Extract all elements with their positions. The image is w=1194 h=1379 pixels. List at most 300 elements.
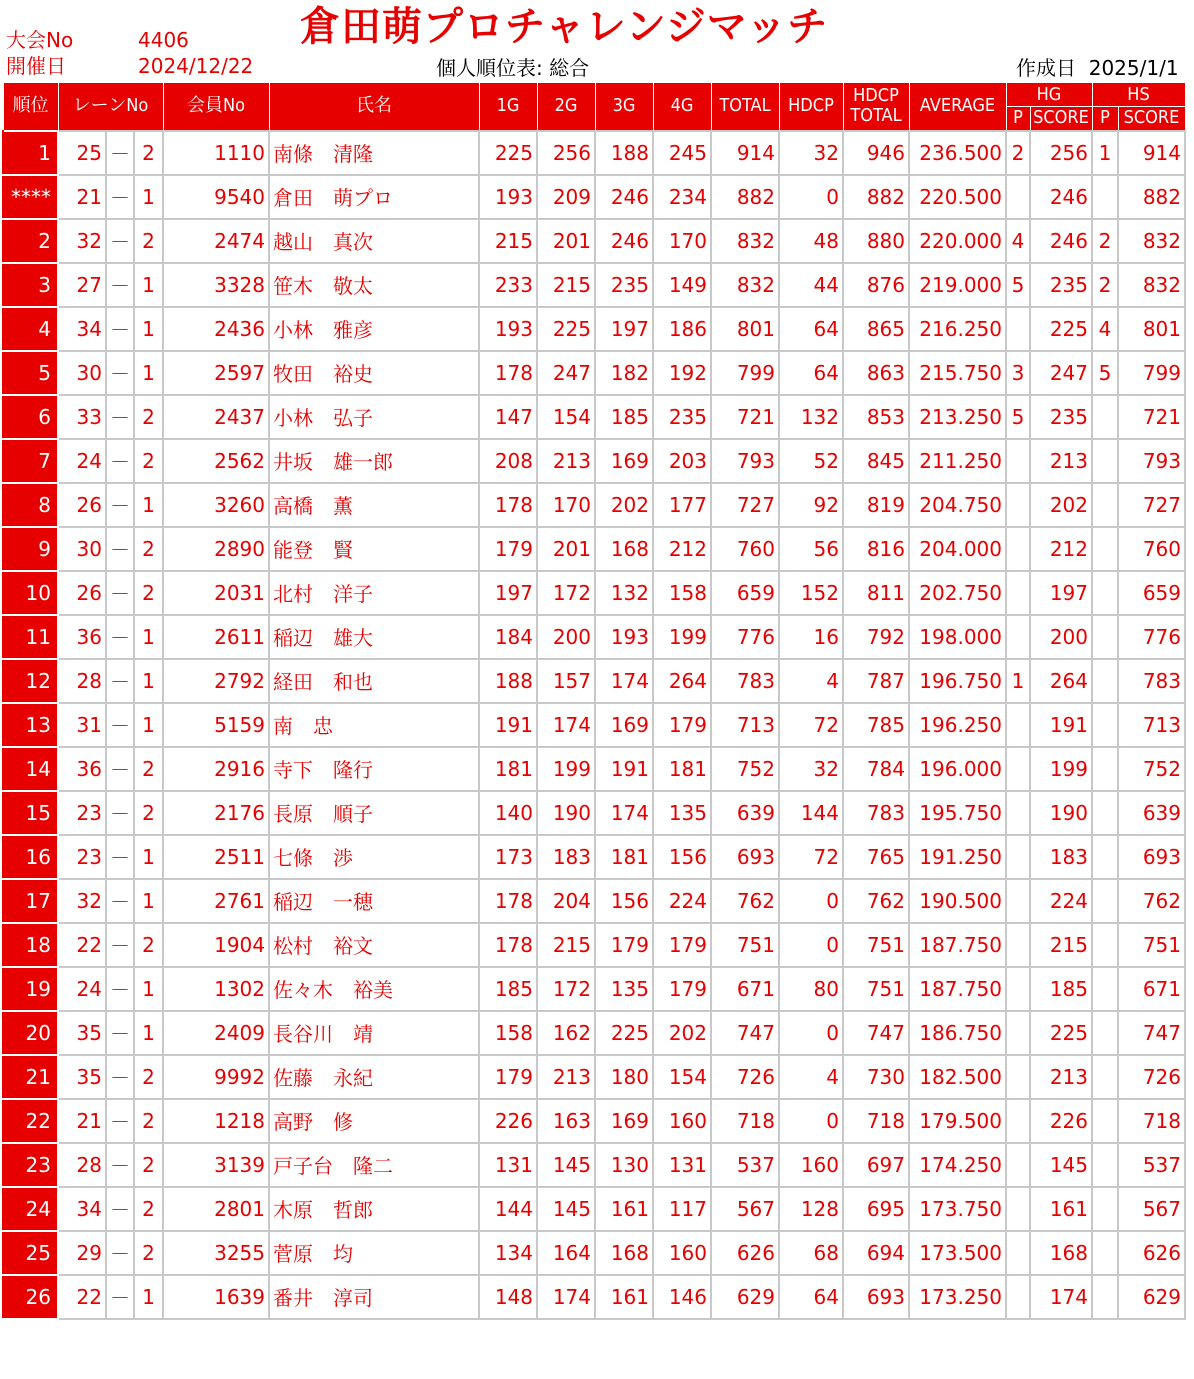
- average-cell: 190.500: [909, 879, 1006, 923]
- hg-place-cell: 1: [1006, 659, 1030, 703]
- game1-cell: 147: [479, 395, 537, 439]
- game2-cell: 204: [537, 879, 595, 923]
- lane-separator: －: [106, 131, 134, 175]
- hg-score-cell: 191: [1030, 703, 1092, 747]
- total-cell: 762: [711, 879, 779, 923]
- game3-cell: 246: [595, 175, 653, 219]
- lane-separator: －: [106, 791, 134, 835]
- col-hdcp: HDCP: [779, 83, 843, 131]
- total-cell: 671: [711, 967, 779, 1011]
- hs-place-cell: [1092, 615, 1118, 659]
- seat-cell: 1: [134, 351, 163, 395]
- hg-score-cell: 235: [1030, 263, 1092, 307]
- name-cell: 稲辺 雄大: [269, 615, 479, 659]
- average-cell: 196.250: [909, 703, 1006, 747]
- hg-score-cell: 145: [1030, 1143, 1092, 1187]
- hs-score-cell: 629: [1118, 1275, 1185, 1319]
- hdcp-total-cell: 784: [843, 747, 909, 791]
- hs-place-cell: 1: [1092, 131, 1118, 175]
- hdcp-total-cell: 783: [843, 791, 909, 835]
- rank-cell: 2: [3, 219, 58, 263]
- average-cell: 174.250: [909, 1143, 1006, 1187]
- table-row: [3, 1055, 1185, 1099]
- hg-score-cell: 256: [1030, 131, 1092, 175]
- table-row: [3, 1011, 1185, 1055]
- game2-cell: 209: [537, 175, 595, 219]
- game4-cell: 202: [653, 1011, 711, 1055]
- hdcp-total-cell: 880: [843, 219, 909, 263]
- col-hg-score: SCORE: [1030, 107, 1092, 131]
- rank-cell: 23: [3, 1143, 58, 1187]
- hs-place-cell: [1092, 527, 1118, 571]
- game2-cell: 172: [537, 967, 595, 1011]
- name-cell: 越山 真次: [269, 219, 479, 263]
- game1-cell: 184: [479, 615, 537, 659]
- lane-cell: 26: [58, 483, 106, 527]
- game1-cell: 215: [479, 219, 537, 263]
- hg-score-cell: 202: [1030, 483, 1092, 527]
- total-cell: 626: [711, 1231, 779, 1275]
- game4-cell: 179: [653, 967, 711, 1011]
- game4-cell: 179: [653, 703, 711, 747]
- rank-cell: 15: [3, 791, 58, 835]
- member-no-cell: 2436: [163, 307, 269, 351]
- member-no-cell: 9540: [163, 175, 269, 219]
- name-cell: 佐々木 裕美: [269, 967, 479, 1011]
- hdcp-total-cell: 882: [843, 175, 909, 219]
- hg-place-cell: [1006, 835, 1030, 879]
- hdcp-total-cell: 946: [843, 131, 909, 175]
- col-total: TOTAL: [711, 83, 779, 131]
- hg-place-cell: [1006, 1055, 1030, 1099]
- lane-cell: 28: [58, 1143, 106, 1187]
- game1-cell: 193: [479, 307, 537, 351]
- hg-place-cell: 4: [1006, 219, 1030, 263]
- hg-score-cell: 185: [1030, 967, 1092, 1011]
- average-cell: 213.250: [909, 395, 1006, 439]
- seat-cell: 1: [134, 263, 163, 307]
- report-header: [0, 0, 1194, 82]
- lane-cell: 32: [58, 879, 106, 923]
- hdcp-cell: 48: [779, 219, 843, 263]
- game2-cell: 201: [537, 527, 595, 571]
- report-subtitle: 個人順位表: 総合: [436, 56, 590, 80]
- lane-separator: －: [106, 307, 134, 351]
- table-row: [3, 615, 1185, 659]
- hs-score-cell: 752: [1118, 747, 1185, 791]
- name-cell: 南條 清隆: [269, 131, 479, 175]
- table-row: [3, 439, 1185, 483]
- seat-cell: 2: [134, 1231, 163, 1275]
- rank-cell: 25: [3, 1231, 58, 1275]
- member-no-cell: 1302: [163, 967, 269, 1011]
- table-row: [3, 967, 1185, 1011]
- seat-cell: 1: [134, 879, 163, 923]
- hdcp-cell: 52: [779, 439, 843, 483]
- game4-cell: 117: [653, 1187, 711, 1231]
- seat-cell: 2: [134, 923, 163, 967]
- table-row: [3, 571, 1185, 615]
- total-cell: 721: [711, 395, 779, 439]
- game4-cell: 179: [653, 923, 711, 967]
- name-cell: 能登 賢: [269, 527, 479, 571]
- hdcp-cell: 160: [779, 1143, 843, 1187]
- hdcp-total-cell: 792: [843, 615, 909, 659]
- seat-cell: 1: [134, 483, 163, 527]
- seat-cell: 2: [134, 571, 163, 615]
- table-row: [3, 351, 1185, 395]
- game3-cell: 174: [595, 659, 653, 703]
- hg-score-cell: 161: [1030, 1187, 1092, 1231]
- game4-cell: 158: [653, 571, 711, 615]
- member-no-cell: 2474: [163, 219, 269, 263]
- hs-score-cell: 693: [1118, 835, 1185, 879]
- seat-cell: 1: [134, 659, 163, 703]
- average-cell: 202.750: [909, 571, 1006, 615]
- hs-score-cell: 537: [1118, 1143, 1185, 1187]
- game4-cell: 245: [653, 131, 711, 175]
- hdcp-total-cell: 762: [843, 879, 909, 923]
- name-cell: 高野 修: [269, 1099, 479, 1143]
- hdcp-cell: 0: [779, 1099, 843, 1143]
- col-hdcp-total-line1: HDCP: [853, 85, 899, 107]
- created-date: [1016, 56, 1179, 80]
- average-cell: 182.500: [909, 1055, 1006, 1099]
- average-cell: 204.000: [909, 527, 1006, 571]
- game1-cell: 144: [479, 1187, 537, 1231]
- lane-cell: 28: [58, 659, 106, 703]
- hs-place-cell: [1092, 659, 1118, 703]
- member-no-cell: 2792: [163, 659, 269, 703]
- total-cell: 783: [711, 659, 779, 703]
- game1-cell: 181: [479, 747, 537, 791]
- game1-cell: 178: [479, 879, 537, 923]
- rank-cell: 1: [3, 131, 58, 175]
- hg-score-cell: 212: [1030, 527, 1092, 571]
- member-no-cell: 9992: [163, 1055, 269, 1099]
- lane-separator: －: [106, 1099, 134, 1143]
- hs-score-cell: 762: [1118, 879, 1185, 923]
- lane-cell: 30: [58, 351, 106, 395]
- hs-place-cell: 5: [1092, 351, 1118, 395]
- rank-cell: 18: [3, 923, 58, 967]
- game3-cell: 191: [595, 747, 653, 791]
- lane-separator: －: [106, 395, 134, 439]
- hs-place-cell: [1092, 703, 1118, 747]
- col-hdcp-total-line2: TOTAL: [850, 105, 902, 127]
- seat-cell: 2: [134, 747, 163, 791]
- average-cell: 211.250: [909, 439, 1006, 483]
- ranking-table: [2, 82, 1186, 1320]
- name-cell: 稲辺 一穂: [269, 879, 479, 923]
- game2-cell: 163: [537, 1099, 595, 1143]
- game1-cell: 208: [479, 439, 537, 483]
- member-no-cell: 2409: [163, 1011, 269, 1055]
- date-label: 開催日: [6, 54, 66, 78]
- rank-cell: ****: [3, 175, 58, 219]
- hs-score-cell: 626: [1118, 1231, 1185, 1275]
- name-cell: 経田 和也: [269, 659, 479, 703]
- hdcp-total-cell: 747: [843, 1011, 909, 1055]
- name-cell: 小林 雅彦: [269, 307, 479, 351]
- game4-cell: 224: [653, 879, 711, 923]
- hs-place-cell: [1092, 1275, 1118, 1319]
- hs-score-cell: 639: [1118, 791, 1185, 835]
- game4-cell: 177: [653, 483, 711, 527]
- hdcp-total-cell: 751: [843, 967, 909, 1011]
- created-label: 作成日: [1016, 56, 1076, 80]
- name-cell: 笹木 敬太: [269, 263, 479, 307]
- col-rank: 順位: [3, 83, 58, 131]
- total-cell: 832: [711, 219, 779, 263]
- game2-cell: 174: [537, 1275, 595, 1319]
- seat-cell: 2: [134, 219, 163, 263]
- hdcp-cell: 152: [779, 571, 843, 615]
- hdcp-cell: 72: [779, 703, 843, 747]
- hdcp-total-cell: 697: [843, 1143, 909, 1187]
- lane-cell: 35: [58, 1011, 106, 1055]
- hs-place-cell: 2: [1092, 219, 1118, 263]
- hdcp-total-cell: 730: [843, 1055, 909, 1099]
- hdcp-cell: 92: [779, 483, 843, 527]
- total-cell: 751: [711, 923, 779, 967]
- average-cell: 220.000: [909, 219, 1006, 263]
- table-row: [3, 879, 1185, 923]
- hdcp-cell: 0: [779, 923, 843, 967]
- game4-cell: 149: [653, 263, 711, 307]
- average-cell: 173.500: [909, 1231, 1006, 1275]
- lane-separator: －: [106, 747, 134, 791]
- name-cell: 小林 弘子: [269, 395, 479, 439]
- game1-cell: 178: [479, 923, 537, 967]
- seat-cell: 2: [134, 1099, 163, 1143]
- game4-cell: 234: [653, 175, 711, 219]
- game3-cell: 182: [595, 351, 653, 395]
- total-cell: 760: [711, 527, 779, 571]
- hg-place-cell: 5: [1006, 395, 1030, 439]
- rank-cell: 9: [3, 527, 58, 571]
- rank-cell: 3: [3, 263, 58, 307]
- hs-place-cell: [1092, 747, 1118, 791]
- hdcp-cell: 144: [779, 791, 843, 835]
- seat-cell: 2: [134, 1055, 163, 1099]
- member-no-cell: 2916: [163, 747, 269, 791]
- game1-cell: 185: [479, 967, 537, 1011]
- game1-cell: 191: [479, 703, 537, 747]
- game3-cell: 181: [595, 835, 653, 879]
- hg-place-cell: [1006, 1011, 1030, 1055]
- hdcp-total-cell: 785: [843, 703, 909, 747]
- hs-score-cell: 567: [1118, 1187, 1185, 1231]
- game3-cell: 225: [595, 1011, 653, 1055]
- hs-place-cell: [1092, 571, 1118, 615]
- average-cell: 204.750: [909, 483, 1006, 527]
- name-cell: 寺下 隆行: [269, 747, 479, 791]
- lane-separator: －: [106, 351, 134, 395]
- game2-cell: 190: [537, 791, 595, 835]
- hdcp-total-cell: 876: [843, 263, 909, 307]
- member-no-cell: 2176: [163, 791, 269, 835]
- game3-cell: 246: [595, 219, 653, 263]
- lane-cell: 34: [58, 307, 106, 351]
- lane-cell: 33: [58, 395, 106, 439]
- hdcp-cell: 4: [779, 1055, 843, 1099]
- total-cell: 799: [711, 351, 779, 395]
- total-cell: 659: [711, 571, 779, 615]
- game4-cell: 156: [653, 835, 711, 879]
- game2-cell: 215: [537, 263, 595, 307]
- rank-cell: 13: [3, 703, 58, 747]
- seat-cell: 2: [134, 1143, 163, 1187]
- col-lane: レーンNo: [58, 83, 163, 131]
- average-cell: 216.250: [909, 307, 1006, 351]
- hg-score-cell: 246: [1030, 175, 1092, 219]
- game1-cell: 178: [479, 483, 537, 527]
- hs-score-cell: 882: [1118, 175, 1185, 219]
- hdcp-cell: 16: [779, 615, 843, 659]
- lane-separator: －: [106, 175, 134, 219]
- game1-cell: 188: [479, 659, 537, 703]
- hg-score-cell: 225: [1030, 1011, 1092, 1055]
- lane-cell: 36: [58, 747, 106, 791]
- hs-place-cell: [1092, 395, 1118, 439]
- game4-cell: 160: [653, 1231, 711, 1275]
- seat-cell: 1: [134, 615, 163, 659]
- table-row: [3, 219, 1185, 263]
- hg-place-cell: [1006, 1099, 1030, 1143]
- total-cell: 776: [711, 615, 779, 659]
- lane-cell: 23: [58, 835, 106, 879]
- game2-cell: 145: [537, 1143, 595, 1187]
- lane-separator: －: [106, 219, 134, 263]
- rank-cell: 22: [3, 1099, 58, 1143]
- hg-place-cell: [1006, 747, 1030, 791]
- hg-score-cell: 183: [1030, 835, 1092, 879]
- col-2g: 2G: [537, 83, 595, 131]
- game4-cell: 160: [653, 1099, 711, 1143]
- hdcp-cell: 0: [779, 175, 843, 219]
- lane-cell: 26: [58, 571, 106, 615]
- game2-cell: 200: [537, 615, 595, 659]
- seat-cell: 2: [134, 1187, 163, 1231]
- rank-cell: 26: [3, 1275, 58, 1319]
- hdcp-cell: 72: [779, 835, 843, 879]
- member-no-cell: 1110: [163, 131, 269, 175]
- lane-cell: 23: [58, 791, 106, 835]
- game3-cell: 161: [595, 1187, 653, 1231]
- hs-place-cell: [1092, 1099, 1118, 1143]
- game4-cell: 235: [653, 395, 711, 439]
- game4-cell: 154: [653, 1055, 711, 1099]
- seat-cell: 1: [134, 835, 163, 879]
- member-no-cell: 2890: [163, 527, 269, 571]
- game4-cell: 135: [653, 791, 711, 835]
- game3-cell: 235: [595, 263, 653, 307]
- col-hg: HG: [1006, 83, 1092, 107]
- hg-place-cell: [1006, 1275, 1030, 1319]
- table-row: [3, 747, 1185, 791]
- lane-cell: 24: [58, 967, 106, 1011]
- hg-place-cell: [1006, 527, 1030, 571]
- table-row: [3, 175, 1185, 219]
- member-no-cell: 2437: [163, 395, 269, 439]
- game2-cell: 213: [537, 1055, 595, 1099]
- lane-separator: －: [106, 1143, 134, 1187]
- name-cell: 井坂 雄一郎: [269, 439, 479, 483]
- table-row: [3, 527, 1185, 571]
- hdcp-total-cell: 693: [843, 1275, 909, 1319]
- game1-cell: 233: [479, 263, 537, 307]
- hs-place-cell: [1092, 439, 1118, 483]
- hg-place-cell: [1006, 791, 1030, 835]
- table-row: [3, 923, 1185, 967]
- total-cell: 752: [711, 747, 779, 791]
- hs-score-cell: 671: [1118, 967, 1185, 1011]
- hs-place-cell: [1092, 967, 1118, 1011]
- hdcp-cell: 0: [779, 1011, 843, 1055]
- seat-cell: 1: [134, 1011, 163, 1055]
- hs-place-cell: [1092, 879, 1118, 923]
- hg-place-cell: [1006, 1143, 1030, 1187]
- game1-cell: 140: [479, 791, 537, 835]
- game3-cell: 169: [595, 1099, 653, 1143]
- member-no-cell: 5159: [163, 703, 269, 747]
- lane-cell: 21: [58, 175, 106, 219]
- lane-separator: －: [106, 1231, 134, 1275]
- rank-cell: 20: [3, 1011, 58, 1055]
- lane-separator: －: [106, 835, 134, 879]
- hg-score-cell: 224: [1030, 879, 1092, 923]
- hdcp-cell: 0: [779, 879, 843, 923]
- hdcp-cell: 64: [779, 351, 843, 395]
- game3-cell: 135: [595, 967, 653, 1011]
- game3-cell: 202: [595, 483, 653, 527]
- hdcp-total-cell: 845: [843, 439, 909, 483]
- name-cell: 佐藤 永紀: [269, 1055, 479, 1099]
- hg-score-cell: 197: [1030, 571, 1092, 615]
- hg-score-cell: 174: [1030, 1275, 1092, 1319]
- hs-score-cell: 776: [1118, 615, 1185, 659]
- lane-cell: 27: [58, 263, 106, 307]
- member-no-cell: 2611: [163, 615, 269, 659]
- hg-place-cell: [1006, 307, 1030, 351]
- seat-cell: 1: [134, 307, 163, 351]
- average-cell: 196.000: [909, 747, 1006, 791]
- lane-cell: 22: [58, 923, 106, 967]
- hs-score-cell: 747: [1118, 1011, 1185, 1055]
- member-no-cell: 2031: [163, 571, 269, 615]
- game1-cell: 158: [479, 1011, 537, 1055]
- tournament-no: 4406: [138, 28, 189, 52]
- lane-separator: －: [106, 879, 134, 923]
- game3-cell: 193: [595, 615, 653, 659]
- col-hg-p: P: [1006, 107, 1030, 131]
- name-cell: 北村 洋子: [269, 571, 479, 615]
- table-row: [3, 483, 1185, 527]
- table-row: [3, 1143, 1185, 1187]
- lane-cell: 29: [58, 1231, 106, 1275]
- lane-separator: －: [106, 1011, 134, 1055]
- game3-cell: 180: [595, 1055, 653, 1099]
- seat-cell: 2: [134, 439, 163, 483]
- hg-score-cell: 264: [1030, 659, 1092, 703]
- seat-cell: 1: [134, 967, 163, 1011]
- game3-cell: 130: [595, 1143, 653, 1187]
- average-cell: 179.500: [909, 1099, 1006, 1143]
- lane-separator: －: [106, 923, 134, 967]
- game2-cell: 201: [537, 219, 595, 263]
- total-cell: 537: [711, 1143, 779, 1187]
